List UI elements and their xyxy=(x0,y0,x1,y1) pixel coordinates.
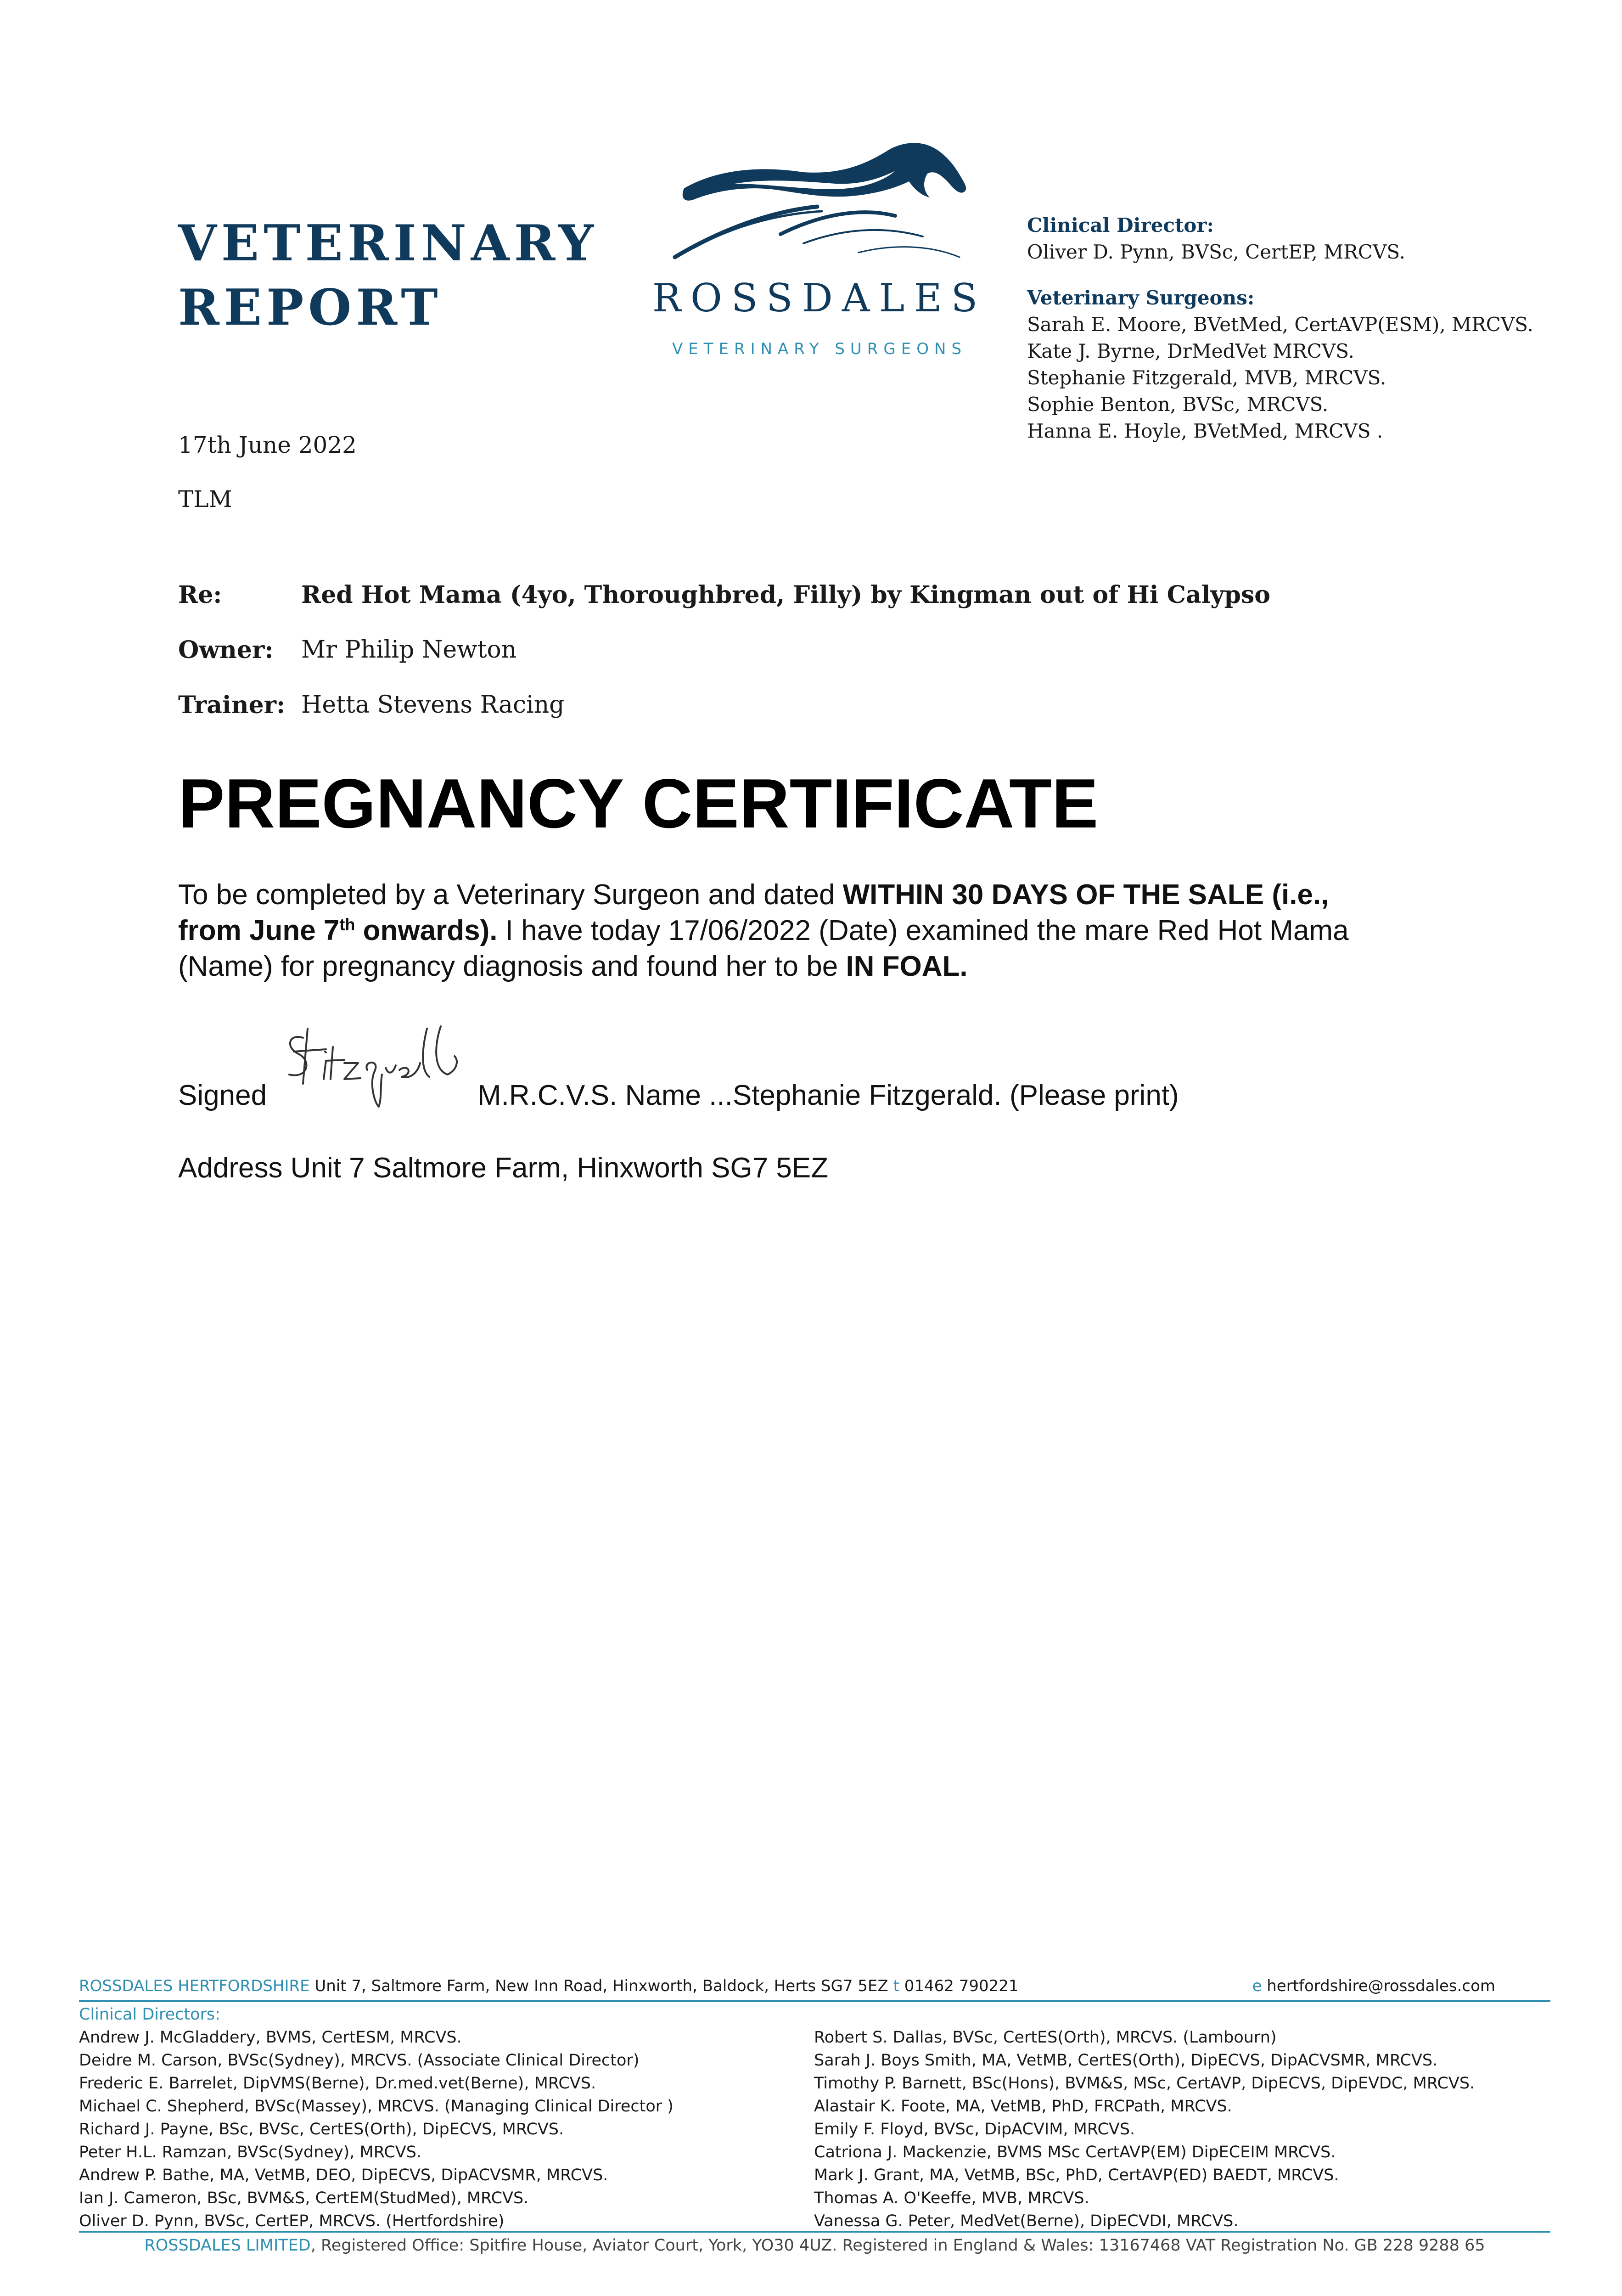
report-title-line-1: VETERINARY xyxy=(178,214,599,272)
surgeon-item: Sarah E. Moore, BVetMed, CertAVP(ESM), MRCVS. xyxy=(1027,313,1533,336)
director-item: Frederic E. Barrelet, DipVMS(Berne), Dr.med.vet(Berne), MRCVS. xyxy=(79,2074,596,2093)
director-item: Alastair K. Foote, MA, VetMB, PhD, FRCPath, MRCVS. xyxy=(814,2097,1232,2116)
surgeon-item: Stephanie Fitzgerald, MVB, MRCVS. xyxy=(1027,366,1386,389)
email-prefix: e xyxy=(1252,1977,1262,1995)
owner-label: Owner: xyxy=(178,636,274,664)
horse-logo-icon xyxy=(666,138,978,271)
footer-directors-left xyxy=(79,2003,673,2233)
director-item: Timothy P. Barnett, BSc(Hons), BVM&S, MSc, CertAVP, DipECVS, DipEVDC, MRCVS. xyxy=(814,2074,1475,2093)
clinical-director-name: Oliver D. Pynn, BVSc, CertEP, MRCVS. xyxy=(1027,241,1405,263)
trainer-label: Trainer: xyxy=(178,691,286,719)
director-item: Mark J. Grant, MA, VetMB, BSc, PhD, CertAVP(ED) BAEDT, MRCVS. xyxy=(814,2166,1339,2184)
director-item: Thomas A. O'Keeffe, MVB, MRCVS. xyxy=(814,2189,1089,2207)
re-value: Red Hot Mama (4yo, Thoroughbred, Filly) by Kingman out of Hi Calypso xyxy=(301,581,1270,609)
certificate-statement: To be completed by a Veterinary Surgeon and dated WITHIN 30 DAYS OF THE SALE (i.e., from June 7th onwards). I have today 17/06/2022 (Date) examined the mare Red Hot Mama (Name) for pregnancy diagnosis and found her to be IN FOAL. xyxy=(178,879,1349,982)
surgeon-item: Hanna E. Hoyle, BVetMed, MRCVS . xyxy=(1027,420,1383,442)
logo-subtitle: VETERINARY SURGEONS xyxy=(672,340,967,358)
signature-icon xyxy=(275,1019,468,1111)
handwritten-signature xyxy=(275,1019,468,1111)
staff-list xyxy=(1027,212,1578,445)
footer-directors-right xyxy=(814,2026,1475,2233)
report-date: 17th June 2022 xyxy=(178,432,357,458)
directors-heading: Clinical Directors: xyxy=(79,2005,220,2024)
director-item: Robert S. Dallas, BVSc, CertES(Orth), MRCVS. (Lambourn) xyxy=(814,2028,1277,2047)
footer-company-registration xyxy=(79,2231,1550,2258)
surgeons-heading: Veterinary Surgeons: xyxy=(1027,287,1255,309)
director-item: Richard J. Payne, BSc, BVSc, CertES(Orth), DipECVS, MRCVS. xyxy=(79,2120,564,2138)
director-item: Andrew J. McGladdery, BVMS, CertESM, MRCVS. xyxy=(79,2028,462,2047)
report-title-line-2: REPORT xyxy=(178,279,443,337)
reference-initials: TLM xyxy=(178,486,232,512)
phone-prefix: t xyxy=(893,1977,899,1995)
director-item: Deidre M. Carson, BVSc(Sydney), MRCVS. (Associate Clinical Director) xyxy=(79,2051,640,2070)
certificate-title: PREGNANCY CERTIFICATE xyxy=(178,765,1099,843)
surgeon-item: Kate J. Byrne, DrMedVet MRCVS. xyxy=(1027,340,1354,362)
director-item: Emily F. Floyd, BVSc, DipACVIM, MRCVS. xyxy=(814,2120,1135,2138)
practice-name: ROSSDALES HERTFORDSHIRE xyxy=(79,1977,310,1995)
address-line: Address Unit 7 Saltmore Farm, Hinxworth SG7 5EZ xyxy=(178,1152,829,1184)
director-item: Vanessa G. Peter, MedVet(Berne), DipECVDI, MRCVS. xyxy=(814,2212,1239,2230)
surgeon-item: Sophie Benton, BVSc, MRCVS. xyxy=(1027,393,1329,416)
trainer-value: Hetta Stevens Racing xyxy=(301,691,565,719)
company-name: ROSSDALES LIMITED xyxy=(144,2236,311,2255)
director-item: Sarah J. Boys Smith, MA, VetMB, CertES(Orth), DipECVS, DipACVSMR, MRCVS. xyxy=(814,2051,1438,2070)
director-item: Peter H.L. Ramzan, BVSc(Sydney), MRCVS. xyxy=(79,2143,422,2161)
owner-value: Mr Philip Newton xyxy=(301,636,517,664)
logo-wordmark: ROSSDALES xyxy=(652,276,987,321)
practice-phone: 01462 790221 xyxy=(899,1977,1019,1995)
director-item: Oliver D. Pynn, BVSc, CertEP, MRCVS. (Hertfordshire) xyxy=(79,2212,505,2230)
footer-contact-bar xyxy=(79,1975,1550,2002)
re-label: Re: xyxy=(178,581,222,609)
clinical-director-heading: Clinical Director: xyxy=(1027,214,1214,236)
director-item: Andrew P. Bathe, MA, VetMB, DEO, DipECVS, DipACVSMR, MRCVS. xyxy=(79,2166,608,2184)
report-title xyxy=(178,211,598,340)
director-item: Catriona J. Mackenzie, BVMS MSc CertAVP(EM) DipECEIM MRCVS. xyxy=(814,2143,1336,2161)
company-details: , Registered Office: Spitfire House, Aviator Court, York, YO30 4UZ. Registered in England & Wales: 13167468 VAT Registration No. GB 228 9288 65 xyxy=(310,2236,1485,2255)
director-item: Michael C. Shepherd, BVSc(Massey), MRCVS. (Managing Clinical Director ) xyxy=(79,2097,673,2116)
mrcvs-name-line: M.R.C.V.S. Name ...Stephanie Fitzgerald. (Please print) xyxy=(477,1080,1179,1111)
practice-address: Unit 7, Saltmore Farm, New Inn Road, Hinxworth, Baldock, Herts SG7 5EZ xyxy=(309,1977,893,1995)
practice-email: hertfordshire@rossdales.com xyxy=(1262,1977,1495,1995)
director-item: Ian J. Cameron, BSc, BVM&S, CertEM(StudMed), MRCVS. xyxy=(79,2189,529,2207)
signed-label: Signed xyxy=(178,1080,267,1111)
practice-email-block xyxy=(1252,1975,1495,1998)
rossdales-logo xyxy=(652,138,987,367)
